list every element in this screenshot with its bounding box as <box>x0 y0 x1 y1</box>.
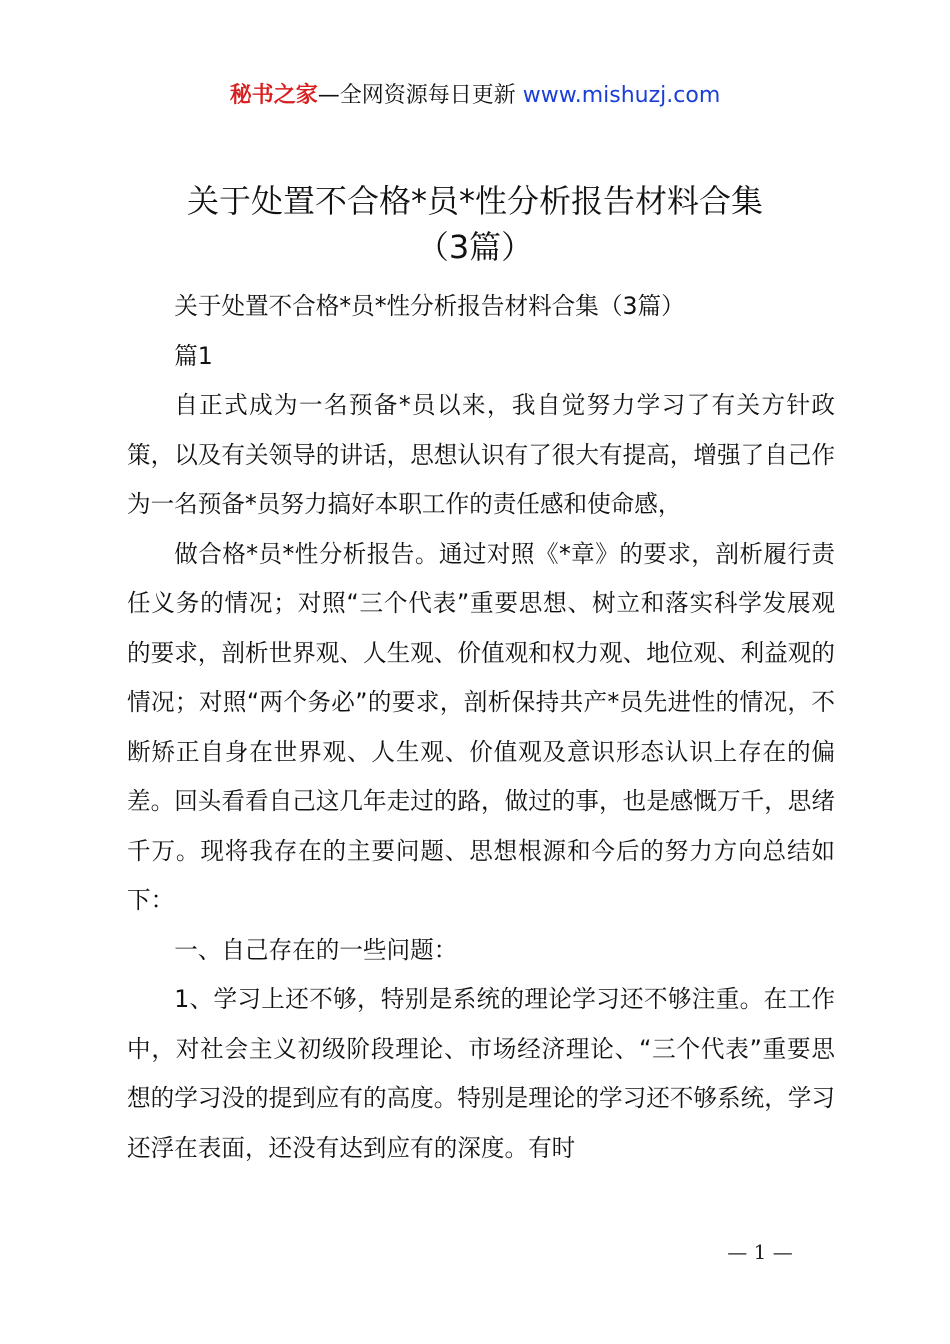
header-slogan: —全网资源每日更新 <box>317 83 523 108</box>
brand-name: 秘书之家 <box>229 83 318 108</box>
title-line-1: 关于处置不合格*员*性分析报告材料合集 <box>186 182 763 220</box>
paragraph-1: 自正式成为一名预备*员以来，我自觉努力学习了有关方针政策，以及有关领导的讲话，思想认识有了很大有提高，增强了自己作为一名预备*员努力搞好本职工作的责任感和使命感， <box>127 391 835 518</box>
section-heading-1: 一、自己存在的一些问题： <box>174 935 458 964</box>
site-url-link[interactable]: www.mishuzj.com <box>522 83 721 108</box>
site-header <box>0 80 950 112</box>
page-number: — 1 — <box>727 1240 793 1264</box>
title-line-2: （3篇） <box>416 228 534 266</box>
paragraph-2: 做合格*员*性分析报告。通过对照《*章》的要求，剖析履行责任义务的情况；对照“三个代表”重要思想、树立和落实科学发展观的要求，剖析世界观、人生观、价值观和权力观、地位观、利益观的情况；对照“两个务必”的要求，剖析保持共产*员先进性的情况，不断矫正自身在世界观、人生观、价值观及意识形态认识上存在的偏差。回头看看自己这几年走过的路，做过的事，也是感慨万千，思绪千万。现将我存在的主要问题、思想根源和今后的努力方向总结如下： <box>127 539 835 914</box>
document-subtitle: 关于处置不合格*员*性分析报告材料合集（3篇） <box>174 292 685 320</box>
section-label: 篇1 <box>174 341 213 370</box>
paragraph-3: 1、学习上还不够，特别是系统的理论学习还不够注重。在工作中，对社会主义初级阶段理论、市场经济理论、“三个代表”重要思想的学习没的提到应有的高度。特别是理论的学习还不够系统，学习还浮在表面，还没有达到应有的深度。有时 <box>127 985 835 1162</box>
document-title <box>100 178 850 270</box>
document-body <box>127 282 835 1173</box>
